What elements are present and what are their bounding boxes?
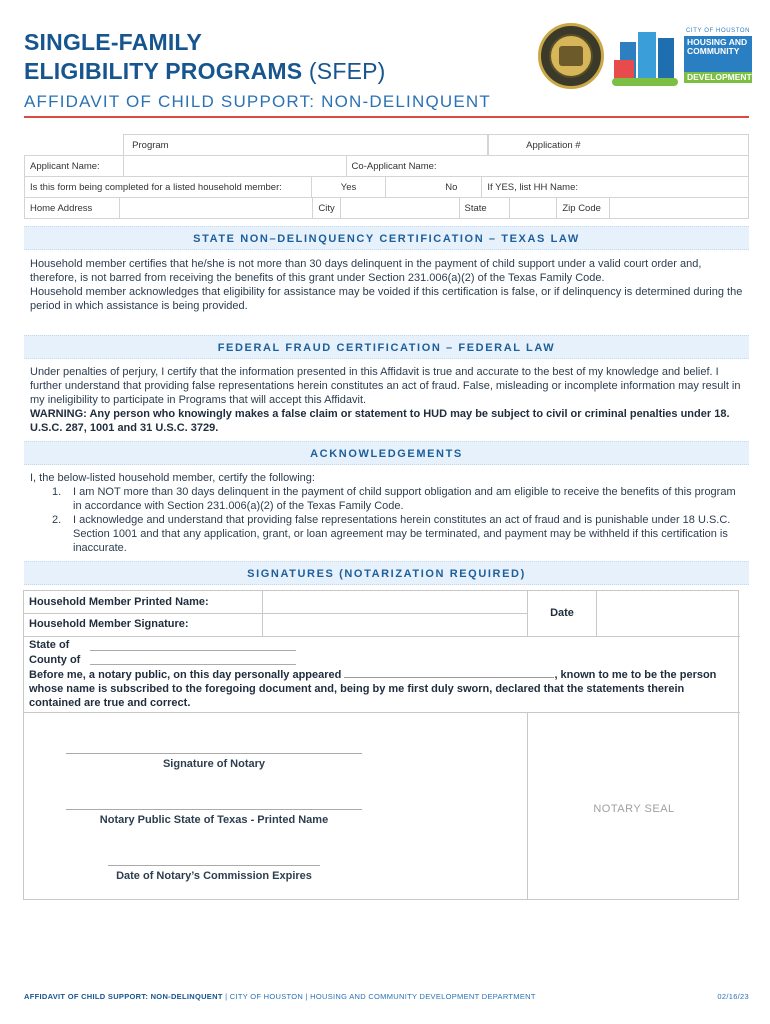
state-section-text <box>30 257 744 313</box>
state-label: State <box>459 198 510 219</box>
hcd-logo <box>612 24 752 88</box>
home-address-field[interactable] <box>119 198 313 219</box>
program-label: Program <box>132 139 169 151</box>
no-option[interactable]: No <box>386 177 482 198</box>
application-number-label: Application # <box>488 135 748 156</box>
logo-city-text: CITY OF HOUSTON <box>686 28 751 34</box>
signature-box <box>23 590 739 900</box>
signature-field[interactable] <box>264 615 526 635</box>
county-of-label: County of <box>29 654 81 666</box>
notary-statement: Before me, a notary public, on this day personally appeared , known to me to be the person whose name is subscribed to the foregoing document and, being by me first duly sworn, declared that the statements therein contained are true and correct. <box>29 669 717 709</box>
list-item: 2. I acknowledge and understand that providing false representations herein constitutes an act of fraud and is punishable under 18 U.S.C. Section 1001 and that any application, grant, or loan agreement may be terminated, and payment may be withheld if this certification is inaccurate. <box>52 514 731 554</box>
applicant-name-field[interactable] <box>123 156 346 177</box>
signatures-heading: SIGNATURES (NOTARIZATION REQUIRED) <box>24 561 749 585</box>
title-abbr: (SFEP) <box>302 58 386 84</box>
coapplicant-name-label: Co-Applicant Name: <box>346 156 748 177</box>
appeared-name-field[interactable] <box>344 668 554 678</box>
house-icon <box>614 60 634 80</box>
state-paragraph-1: Household member certifies that he/she is not more than 30 days delinquent in the payment of child support under a valid court order and, therefore, is not barred from receiving the benefits of this grant under Section 231.006(a)(2) of the Texas Family Code. <box>30 258 702 284</box>
commission-date-line[interactable] <box>108 865 320 866</box>
hh-name-label: If YES, list HH Name: <box>482 177 749 198</box>
notary-signature-line[interactable] <box>66 753 362 754</box>
title-line-2: ELIGIBILITY PROGRAMS <box>24 58 303 84</box>
federal-section-heading: FEDERAL FRAUD CERTIFICATION – FEDERAL LAW <box>24 335 749 359</box>
applicant-name-label: Applicant Name: <box>25 156 124 177</box>
city-label: City <box>313 198 340 219</box>
home-address-label: Home Address <box>25 198 120 219</box>
zip-code-field[interactable] <box>610 198 749 219</box>
logo-hcd-block: HOUSING AND COMMUNITY <box>684 36 752 72</box>
household-member-row <box>24 176 749 198</box>
zip-code-label: Zip Code <box>557 198 610 219</box>
date-field[interactable] <box>598 592 738 635</box>
acknowledgements-text <box>30 471 744 555</box>
state-of-label: State of <box>29 639 70 651</box>
printed-name-field[interactable] <box>264 592 526 612</box>
county-of-field[interactable] <box>90 664 296 665</box>
commission-date-label: Date of Notary’s Commission Expires <box>116 870 312 882</box>
notary-seal-area: NOTARY SEAL <box>593 803 675 815</box>
date-label: Date <box>550 607 574 619</box>
acknowledgements-heading: ACKNOWLEDGEMENTS <box>24 441 749 465</box>
state-of-field[interactable] <box>90 650 296 651</box>
logo-development-text: DEVELOPMENT <box>684 72 752 83</box>
header-divider <box>24 116 749 118</box>
address-row <box>24 197 749 219</box>
applicant-row <box>24 155 749 177</box>
federal-section-text <box>30 365 744 435</box>
notary-signature-label: Signature of Notary <box>162 758 266 770</box>
listed-member-label: Is this form being completed for a listed household member: <box>25 177 312 198</box>
page-subtitle: AFFIDAVIT OF CHILD SUPPORT: NON-DELINQUENT <box>24 92 491 111</box>
signature-label: Household Member Signature: <box>29 618 189 630</box>
yes-option[interactable]: Yes <box>311 177 386 198</box>
page-title <box>24 28 386 86</box>
state-section-heading: STATE NON–DELINQUENCY CERTIFICATION – TEXAS LAW <box>24 226 749 250</box>
state-field[interactable] <box>510 198 557 219</box>
ack-intro: I, the below-listed household member, certify the following: <box>30 472 315 484</box>
federal-paragraph: Under penalties of perjury, I certify that the information presented in this Affidavit is true and accurate to the best of my knowledge and belief. I further understand that providing false representations herein constitutes an act of fraud. False, misleading or incomplete information may result in my ineligibility to participate in Programs that will accept this Affidavit. <box>30 366 741 406</box>
page-footer <box>24 992 749 1001</box>
state-paragraph-2: Household member acknowledges that eligibility for assistance may be voided if this certification is false, or if delinquency is determined during the period in which assistance is being provided. <box>30 286 743 312</box>
federal-warning: WARNING: Any person who knowingly makes a false claim or statement to HUD may be subject to civil or criminal penalties under 18. U.S.C. 287, 1001 and 31 U.S.C. 3729. <box>30 408 730 434</box>
list-item: 1. I am NOT more than 30 days delinquent in the payment of child support obligation and am eligible to receive the benefits of this program in accordance with Section 231.006(a)(2) of the Texas Family Code. <box>52 486 736 512</box>
program-row <box>123 134 749 156</box>
notary-printed-name-line[interactable] <box>66 809 362 810</box>
notary-printed-name-label: Notary Public State of Texas - Printed Name <box>99 814 329 826</box>
footer-department: | CITY OF HOUSTON | HOUSING AND COMMUNITY DEVELOPMENT DEPARTMENT <box>222 992 536 1001</box>
printed-name-label: Household Member Printed Name: <box>29 596 209 608</box>
footer-document-title: AFFIDAVIT OF CHILD SUPPORT: NON-DELINQUENT <box>24 992 223 1001</box>
city-seal-icon <box>538 23 604 89</box>
city-field[interactable] <box>340 198 459 219</box>
footer-date: 02/16/23 <box>717 992 749 1001</box>
title-line-1: SINGLE-FAMILY <box>24 29 203 55</box>
